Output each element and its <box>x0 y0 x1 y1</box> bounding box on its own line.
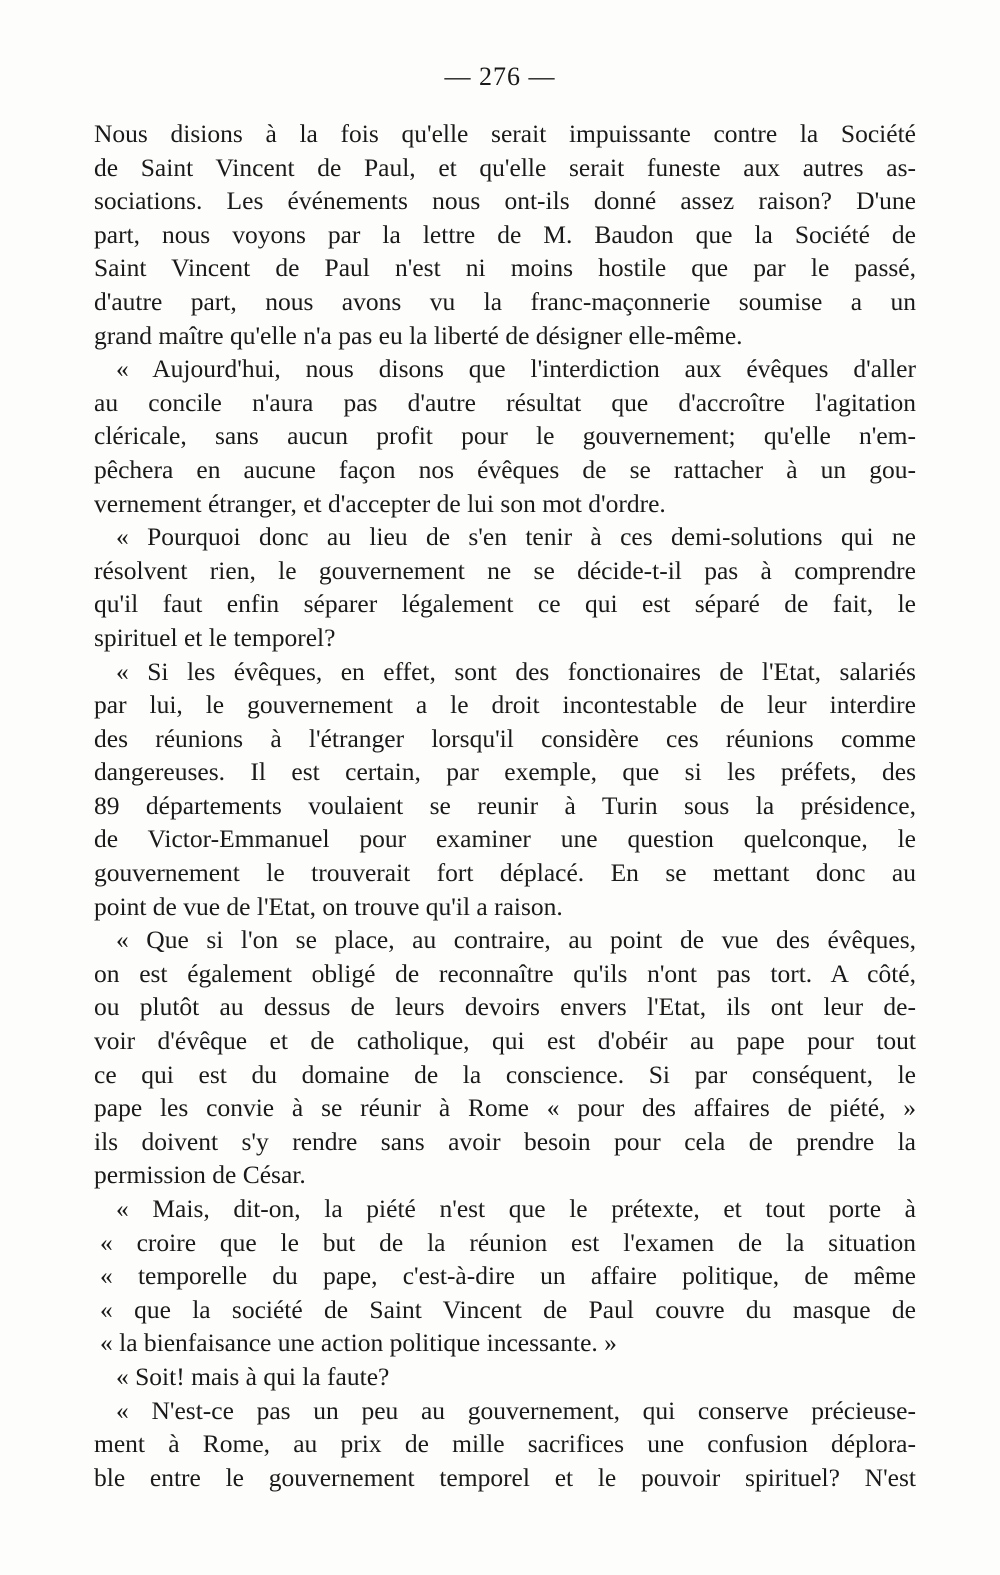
body-text <box>94 117 916 1494</box>
text-line: au concile n'aura pas d'autre résultat que d'accroître l'agitation <box>94 387 916 417</box>
text-line: pape les convie à se réunir à Rome « pour des affaires de piété, » <box>94 1093 916 1123</box>
text-line: « Que si l'on se place, au contraire, au point de vue des évêques, <box>116 925 916 955</box>
text-line: gouvernement le trouverait fort déplacé. En se mettant donc au <box>94 858 916 888</box>
text-line: d'autre part, nous avons vu la franc-maçonnerie soumise a un <box>94 286 916 316</box>
text-line: « Aujourd'hui, nous disons que l'interdiction aux évêques d'aller <box>116 354 916 384</box>
text-line: « croire que le but de la réunion est l'examen de la situation <box>100 1227 916 1257</box>
text-line: qu'il faut enfin séparer légalement ce qui est séparé de fait, le <box>94 589 916 619</box>
text-line: de Saint Vincent de Paul, et qu'elle serait funeste aux autres as- <box>94 152 916 182</box>
text-line: cléricale, sans aucun profit pour le gouvernement; qu'elle n'em- <box>94 421 916 451</box>
text-line: grand maître qu'elle n'a pas eu la liberté de désigner elle-même. <box>94 320 743 350</box>
text-line: résolvent rien, le gouvernement ne se décide-t-il pas à comprendre <box>94 555 916 585</box>
text-line: « N'est-ce pas un peu au gouvernement, qui conserve précieuse- <box>116 1395 916 1425</box>
text-line: « que la société de Saint Vincent de Paul couvre du masque de <box>100 1294 916 1324</box>
text-line: ils doivent s'y rendre sans avoir besoin pour cela de prendre la <box>94 1126 916 1156</box>
text-line: « la bienfaisance une action politique incessante. » <box>100 1328 617 1358</box>
text-line: Saint Vincent de Paul n'est ni moins hostile que par le passé, <box>94 253 916 283</box>
text-line: part, nous voyons par la lettre de M. Baudon que la Société de <box>94 219 916 249</box>
text-line: de Victor-Emmanuel pour examiner une question quelconque, le <box>94 824 916 854</box>
text-line: « Pourquoi donc au lieu de s'en tenir à ces demi-solutions qui ne <box>116 522 916 552</box>
text-line: vernement étranger, et d'accepter de lui son mot d'ordre. <box>94 488 666 518</box>
text-line: point de vue de l'Etat, on trouve qu'il a raison. <box>94 891 563 921</box>
text-line: « Soit! mais à qui la faute? <box>116 1361 390 1391</box>
text-line: ou plutôt au dessus de leurs devoirs envers l'Etat, ils ont leur de- <box>94 992 916 1022</box>
text-line: ce qui est du domaine de la conscience. Si par conséquent, le <box>94 1059 916 1089</box>
text-line: permission de César. <box>94 1160 306 1190</box>
page-number: — 276 — <box>444 62 556 91</box>
text-line: spirituel et le temporel? <box>94 622 336 652</box>
text-line: « Mais, dit-on, la piété n'est que le prétexte, et tout porte à <box>116 1194 916 1223</box>
text-line: ble entre le gouvernement temporel et le pouvoir spirituel? N'est <box>94 1462 916 1492</box>
text-line: par lui, le gouvernement a le droit incontestable de leur interdire <box>94 690 916 720</box>
text-line: des réunions à l'étranger lorsqu'il considère ces réunions comme <box>94 723 916 753</box>
text-line: « temporelle du pape, c'est-à-dire un affaire politique, de même <box>100 1261 916 1291</box>
text-line: voir d'évêque et de catholique, qui est d'obéir au pape pour tout <box>94 1026 916 1056</box>
text-line: sociations. Les événements nous ont-ils donné assez raison? D'une <box>94 186 916 216</box>
text-line: ment à Rome, au prix de mille sacrifices une confusion déplora- <box>94 1429 916 1459</box>
text-line: « Si les évêques, en effet, sont des fonctionaires de l'Etat, salariés <box>116 656 916 686</box>
text-line: on est également obligé de reconnaître qu'ils n'ont pas tort. A côté, <box>94 958 916 988</box>
text-line: pêchera en aucune façon nos évêques de se rattacher à un gou- <box>94 454 916 484</box>
text-line: dangereuses. Il est certain, par exemple, que si les préfets, des <box>94 757 916 787</box>
text-line: 89 départements voulaient se reunir à Turin sous la présidence, <box>94 790 916 820</box>
text-line: Nous disions à la fois qu'elle serait impuissante contre la Société <box>94 119 916 148</box>
